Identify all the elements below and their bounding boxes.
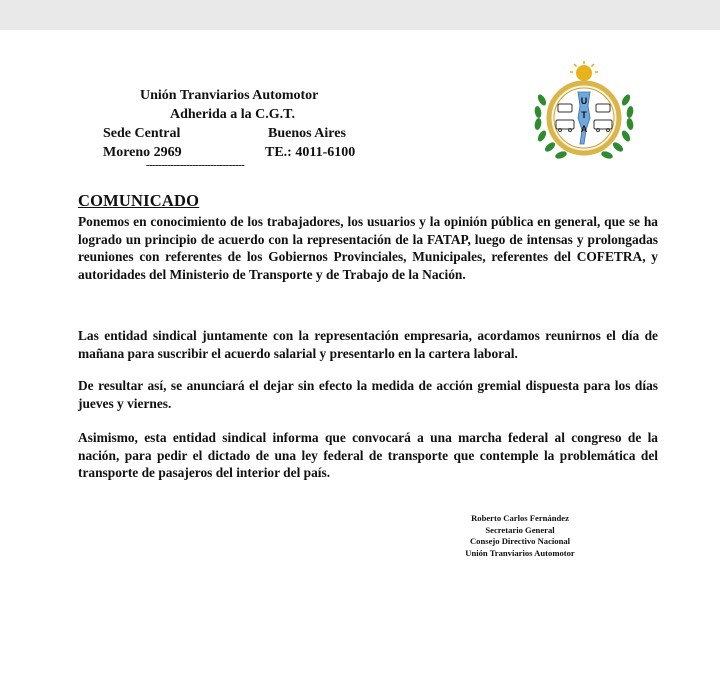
document-title: COMUNICADO	[78, 191, 200, 210]
uta-logo	[528, 60, 640, 172]
logo-letter-t: T	[581, 110, 587, 120]
signatory-org: Unión Tranviarios Automotor	[465, 547, 575, 558]
paragraph-3: De resultar así, se anunciará el dejar sin efecto la medida de acción gremial dispuesta para los días jueves y viernes.	[78, 378, 658, 411]
sun-icon	[570, 61, 598, 81]
top-bar	[0, 0, 720, 30]
paragraph-4: Asimismo, esta entidad sindical informa que convocará a una marcha federal al congreso de la nación, para pedir el dictado de una ley federal de transporte que contemple la problemática del transporte de pasajeros del interior del país.	[78, 430, 658, 481]
paragraph-2: Las entidad sindical juntamente con la representación empresaria, acordamos reunirnos el día de mañana para suscribir el acuerdo salarial y presentarlo en la cartera laboral.	[78, 328, 658, 361]
signatory-council: Consejo Directivo Nacional	[469, 536, 571, 547]
signature-block	[440, 513, 600, 559]
address: Moreno 2969	[103, 145, 182, 160]
hq-label: Sede Central	[103, 126, 181, 141]
header-divider: --------------------------------	[146, 159, 245, 171]
phone: TE.: 4011-6100	[265, 145, 356, 160]
city: Buenos Aires	[268, 126, 346, 141]
logo-letter-u: U	[580, 96, 588, 106]
logo-letter-a: A	[580, 124, 588, 134]
signatory-name: Roberto Carlos Fernández	[471, 513, 569, 523]
signatory-role: Secretario General	[485, 524, 555, 535]
affiliation: Adherida a la C.G.T.	[170, 107, 295, 122]
paragraph-1: Ponemos en conocimiento de los trabajadores, los usuarios y la opinión pública en general, que se ha logrado un principio de acuerdo con la representación de la FATAP, luego de intensas y prolongadas reuniones con referentes de los Gobiernos Provinciales, Municipales, referentes del COFETRA, y autoridades del Ministerio de Transporte y de Trabajo de la Nación.	[78, 214, 658, 282]
org-name: Unión Tranviarios Automotor	[140, 88, 319, 103]
